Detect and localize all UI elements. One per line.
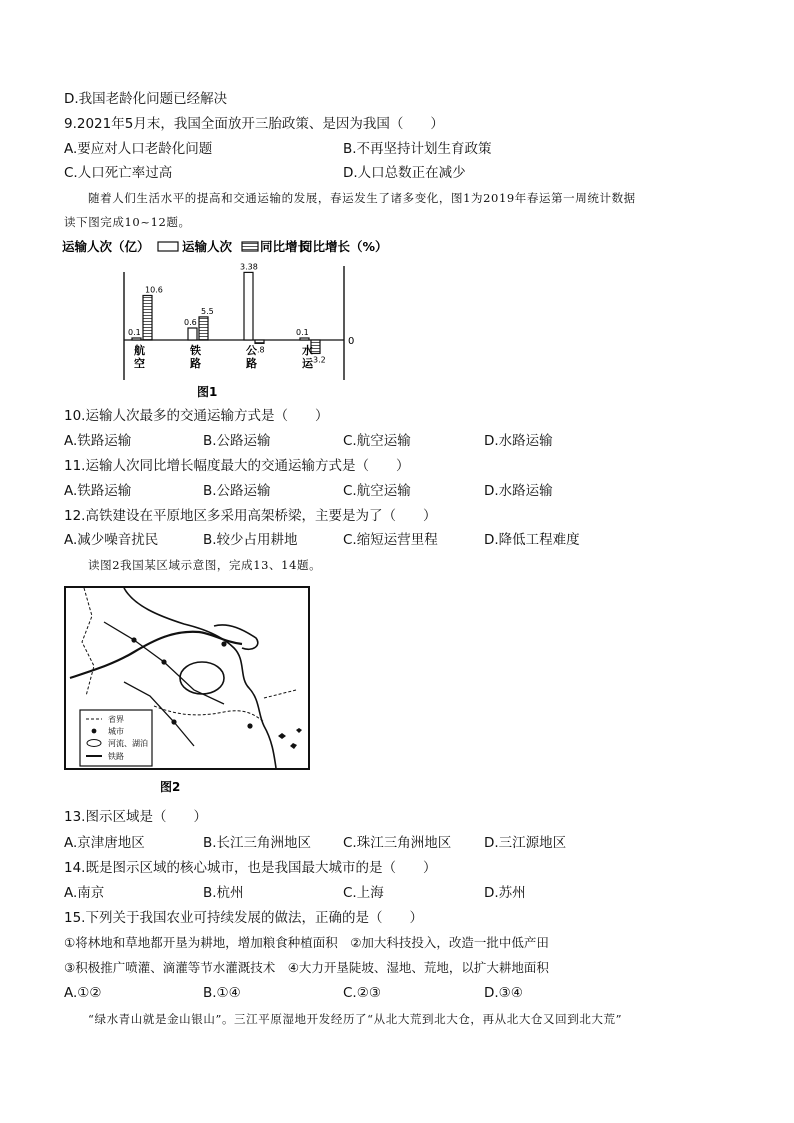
- map-city-5: [247, 723, 252, 728]
- q15-option-c: C.②③: [343, 985, 381, 1001]
- q14-option-c: C.上海: [343, 885, 384, 901]
- intro-figure2: 读图2我国某区域示意图，完成13、14题。: [88, 558, 322, 572]
- people-bar-label: 0.1: [296, 328, 309, 337]
- intro-figure1-cont: 读下图完成10~12题。: [64, 215, 191, 229]
- people-bar-label: 0.1: [128, 328, 141, 337]
- legend-border-label: 省界: [108, 715, 124, 724]
- figure1-right-axis-label: 同比增长（%）: [300, 239, 388, 254]
- question-11: 11.运输人次同比增长幅度最大的交通运输方式是（ ）: [64, 458, 410, 474]
- people-bar-label: 3.38: [240, 262, 258, 272]
- question-14: 14.既是图示区域的核心城市，也是我国最大城市的是（ ）: [64, 860, 437, 876]
- figure2-caption: 图2: [160, 780, 181, 794]
- q10-option-a: A.铁路运输: [64, 433, 132, 449]
- category-label: 路: [190, 357, 201, 370]
- zero-label: 0: [348, 336, 355, 347]
- q8-option-d: D.我国老龄化问题已经解决: [64, 91, 228, 107]
- q13-option-c: C.珠江三角洲地区: [343, 835, 452, 851]
- people-bar: [132, 338, 141, 340]
- growth-bar-label: .8: [257, 345, 265, 355]
- q10-option-c: C.航空运输: [343, 433, 411, 449]
- growth-bar: [199, 317, 208, 340]
- q14-option-b: B.杭州: [203, 885, 244, 901]
- q12-option-a: A.减少噪音扰民: [64, 532, 159, 548]
- category-label: 路: [246, 357, 257, 370]
- growth-bar-label: 5.5: [201, 306, 214, 316]
- growth-bar: [255, 340, 264, 343]
- q15-option-d: D.③④: [484, 985, 523, 1001]
- question-13: 13.图示区域是（ ）: [64, 809, 207, 825]
- q9-option-b: B.不再坚持计划生育政策: [343, 141, 492, 157]
- q11-option-d: D.水路运输: [484, 483, 553, 499]
- growth-bar: [143, 295, 152, 340]
- question-12: 12.高铁建设在平原地区多采用高架桥梁，主要是为了（ ）: [64, 508, 437, 524]
- people-bar: [188, 328, 197, 340]
- legend-rail-label: 铁路: [108, 752, 124, 761]
- q15-statements-1: ①将林地和草地都开垦为耕地，增加粮食种植面积 ②加大科技投入，改造一批中低产田: [64, 935, 549, 950]
- category-label: 铁: [190, 344, 201, 357]
- question-15: 15.下列关于我国农业可持续发展的做法，正确的是（ ）: [64, 910, 423, 926]
- category-label: 公: [246, 344, 257, 357]
- q13-option-a: A.京津唐地区: [64, 835, 145, 851]
- legend-city-label: 城市: [108, 727, 124, 736]
- category-label: 运: [302, 357, 313, 370]
- category-label: 空: [134, 357, 145, 370]
- q12-option-c: C.缩短运营里程: [343, 532, 438, 548]
- q14-option-a: A.南京: [64, 885, 105, 901]
- q9-option-a: A.要应对人口老龄化问题: [64, 141, 213, 157]
- map-city-4: [171, 719, 176, 724]
- legend-growth-label: 同比增长: [260, 239, 311, 254]
- figure1-chart: [60, 236, 400, 400]
- question-10: 10.运输人次最多的交通运输方式是（ ）: [64, 408, 329, 424]
- growth-bar-label: 10.6: [145, 285, 163, 295]
- q15-option-b: B.①④: [203, 985, 241, 1001]
- growth-bar-label: 3.2: [313, 355, 326, 365]
- legend-river-label: 河流、湖泊: [108, 739, 148, 748]
- q12-option-d: D.降低工程难度: [484, 532, 580, 548]
- q10-option-b: B.公路运输: [203, 433, 271, 449]
- q9-option-d: D.人口总数正在减少: [343, 165, 466, 181]
- q14-option-d: D.苏州: [484, 885, 526, 901]
- category-label: 水: [302, 344, 313, 357]
- map-city-2: [161, 659, 166, 664]
- people-bar: [244, 272, 253, 340]
- legend-growth-swatch: [242, 242, 258, 251]
- q12-option-b: B.较少占用耕地: [203, 532, 298, 548]
- q15-statements-2: ③积极推广喷灌、滴灌等节水灌溉技术 ④大力开垦陡坡、湿地、荒地，以扩大耕地面积: [64, 960, 549, 975]
- q10-option-d: D.水路运输: [484, 433, 553, 449]
- q11-option-c: C.航空运输: [343, 483, 411, 499]
- figure2-map: [64, 586, 314, 798]
- figure1-left-axis-label: 运输人次（亿）: [62, 239, 150, 254]
- legend-city-symbol: [92, 729, 97, 734]
- map-city-1: [131, 637, 136, 642]
- legend-people-label: 运输人次: [182, 239, 233, 254]
- people-bar-label: 0.6: [184, 318, 197, 327]
- figure1-caption: 图1: [197, 385, 218, 399]
- category-label: 航: [134, 344, 145, 357]
- legend-people-swatch: [158, 242, 178, 251]
- people-bar: [300, 338, 309, 340]
- q13-option-b: B.长江三角洲地区: [203, 835, 312, 851]
- map-city-3: [221, 641, 226, 646]
- q11-option-a: A.铁路运输: [64, 483, 132, 499]
- intro-figure1: 随着人们生活水平的提高和交通运输的发展，春运发生了诸多变化，图1为2019年春运第一周统计数据: [88, 191, 636, 205]
- q15-option-a: A.①②: [64, 985, 102, 1001]
- q9-option-c: C.人口死亡率过高: [64, 165, 173, 181]
- q11-option-b: B.公路运输: [203, 483, 271, 499]
- question-9: 9.2021年5月末，我国全面放开三胎政策、是因为我国（ ）: [64, 116, 444, 132]
- q13-option-d: D.三江源地区: [484, 835, 567, 851]
- intro-sanjiang: “绿水青山就是金山银山”。三江平原湿地开发经历了“从北大荒到北大仓，再从北大仓又回到北大荒”: [88, 1012, 623, 1026]
